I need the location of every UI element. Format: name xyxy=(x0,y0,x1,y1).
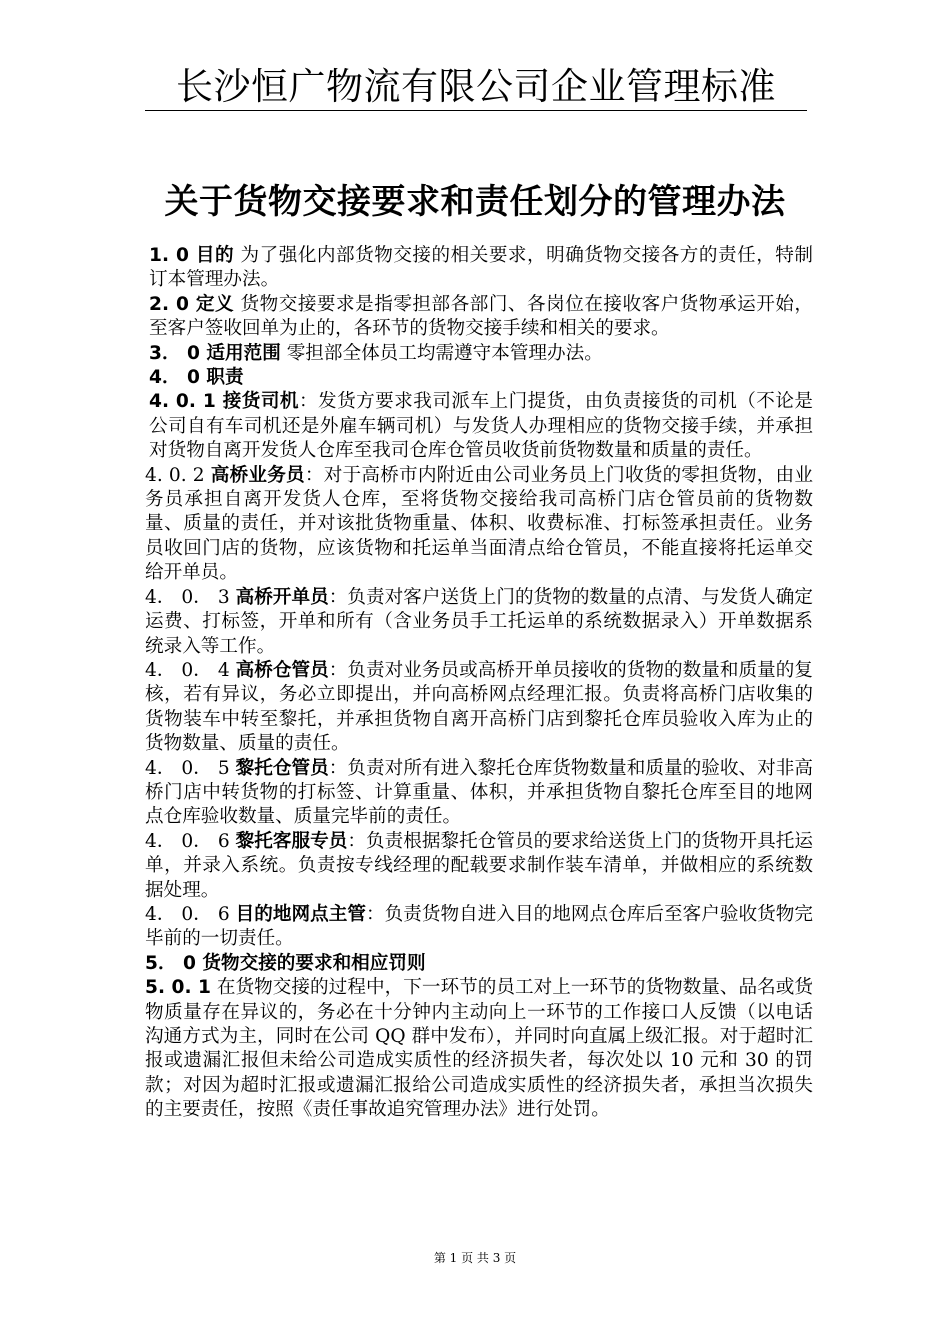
document-body xyxy=(145,244,813,1123)
duty-gaoqiao-billing-clerk xyxy=(145,586,813,659)
section-text: 货物交接要求是指零担部各部门、各岗位在接收客户货物承运开始，至客户签收回单为止的，各环节的货物交接手续和相关的要求。 xyxy=(149,293,813,340)
section-text: ：对于高桥市内附近由公司业务员上门收货的零担货物，由业务员承担自离开发货人仓库，至将货物交接给我司高桥门店仓管员前的货物数量、质量的责任，并对该批货物重量、体积、收费标准、打标签承担责任。业务员收回门店的货物，应该货物和托运单当面清点给仓管员，不能直接将托运单交给开单员。 xyxy=(145,464,813,584)
section-number: 4. 0. 2 xyxy=(145,464,211,486)
section-text: ：负责对客户送货上门的货物的数量的点清、与发货人确定运费、打标签，开单和所有（含业务员手工托运单的系统数据录入）开单数据系统录入等工作。 xyxy=(145,586,813,657)
section-text: ：负责根据黎托仓管员的要求给送货上门的货物开具托运单，并录入系统。负责按专线经理的配载要求制作装车清单，并做相应的系统数据处理。 xyxy=(145,830,813,901)
section-text: ：负责对业务员或高桥开单员接收的货物的数量和质量的复核，若有异议，务必立即提出，并向高桥网点经理汇报。负责将高桥门店收集的货物装车中转至黎托，并承担货物自离开高桥门店到黎托仓库员验收入库为止的货物数量、质量的责任。 xyxy=(145,659,813,755)
section-label: 黎托客服专员 xyxy=(235,830,348,852)
section-label: 4. 0. 1 接货司机 xyxy=(149,391,299,413)
section-text: 为了强化内部货物交接的相关要求，明确货物交接各方的责任，特制订本管理办法。 xyxy=(149,245,813,291)
duty-gaoqiao-warehouse-keeper xyxy=(145,659,813,757)
section-number: 4． 0． 3 xyxy=(145,586,236,608)
section-label: 目的地网点主管 xyxy=(235,903,366,925)
section-label: 3． 0 适用范围 xyxy=(149,342,281,364)
section-text: ：负责货物自进入目的地网点仓库后至客户验收货物完毕前的一切责任。 xyxy=(145,903,813,950)
section-text: ：负责对所有进入黎托仓库货物数量和质量的验收、对非高桥门店中转货物的打标签、计算重量、体积，并承担货物自黎托仓库至目的地网点仓库验收数量、质量完毕前的责任。 xyxy=(145,757,813,828)
section-text: 在货物交接的过程中，下一环节的员工对上一环节的货物数量、品名或货物质量存在异议的，务必在十分钟内主动向上一环节的工作接口人反馈（以电话沟通方式为主，同时在公司 QQ 群中发布），并同时向直属上级汇报。对于超时汇报或遗漏汇报但未给公司造成实质性的经济损失者，每次处以 10 元和 30 的罚款；对因为超时汇报或遗漏汇报给公司造成实质性的经济损失者，承担当次损失的主要责任，按照《责任事故追究管理办法》进行处罚。 xyxy=(145,977,813,1121)
section-purpose xyxy=(145,244,813,293)
section-number: 4． 0． 6 xyxy=(145,903,236,925)
section-number: 4． 0． 4 xyxy=(145,659,236,681)
duty-destination-supervisor xyxy=(145,903,813,952)
section-definition xyxy=(145,293,813,342)
section-text: ：发货方要求我司派车上门提货，由负责接货的司机（不论是公司自有车司机还是外雇车辆司机）与发货人办理相应的货物交接手续，并承担对货物自离开发货人仓库至我司仓库仓管员收货前货物数量和质量的责任。 xyxy=(149,391,813,462)
section-number: 4． 0． 6 xyxy=(145,830,236,852)
duty-lituo-customer-service xyxy=(145,830,813,903)
section-number: 4． 0． 5 xyxy=(145,757,236,779)
rule-5-0-1 xyxy=(145,976,813,1122)
section-duties xyxy=(145,366,813,390)
duty-lituo-warehouse-keeper xyxy=(145,757,813,830)
page-footer: 第 1 页 共 3 页 xyxy=(433,1251,517,1265)
section-label: 5. 0. 1 xyxy=(145,977,211,999)
section-handover-rules xyxy=(145,952,813,976)
section-label: 黎托仓管员 xyxy=(235,757,329,779)
duty-gaoqiao-salesperson xyxy=(145,464,813,586)
section-label: 5． 0 货物交接的要求和相应罚则 xyxy=(145,952,426,974)
header-title: 长沙恒广物流有限公司企业管理标准 xyxy=(176,65,776,108)
document-title: 关于货物交接要求和责任划分的管理办法 xyxy=(164,182,786,222)
section-text: 零担部全体员工均需遵守本管理办法。 xyxy=(280,342,603,364)
section-scope xyxy=(145,342,813,366)
section-label: 2. 0 定义 xyxy=(149,293,235,315)
header-rule xyxy=(145,110,807,111)
duty-pickup-driver xyxy=(145,390,813,463)
section-label: 1. 0 目的 xyxy=(149,245,235,266)
section-label: 4． 0 职责 xyxy=(149,367,244,389)
section-label: 高桥业务员 xyxy=(210,464,305,486)
section-label: 高桥开单员 xyxy=(235,586,329,608)
section-label: 高桥仓管员 xyxy=(235,659,329,681)
